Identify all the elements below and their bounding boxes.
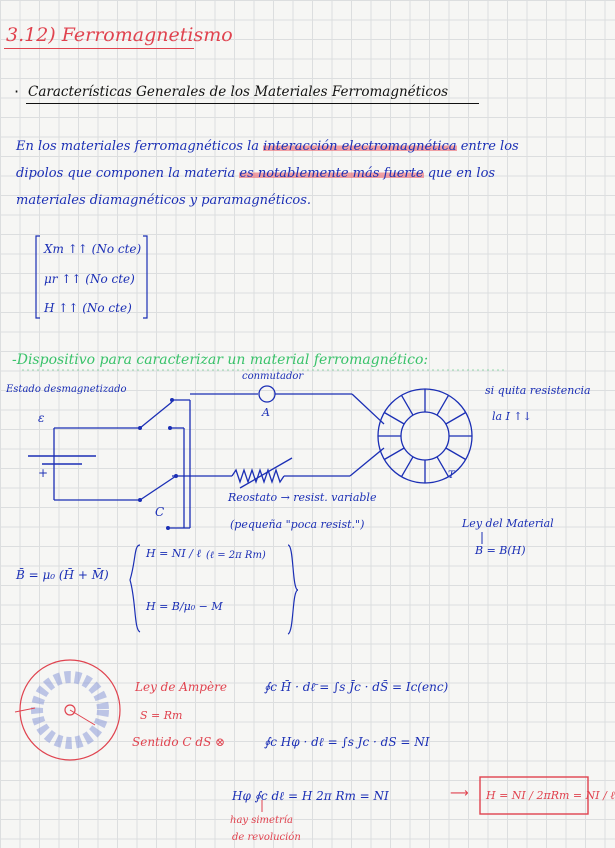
label-s-rm: S = Rm — [140, 709, 183, 722]
equation-brace-right — [288, 545, 298, 634]
label-reostato: Reostato → resist. variable — [228, 491, 377, 504]
label-ley-material: Ley del Material — [462, 517, 554, 530]
epsilon-label: ε — [38, 411, 45, 425]
rheostat-zigzag — [232, 470, 284, 482]
label-ampere: Ley de Ampère — [135, 680, 227, 694]
toroid-inner — [401, 412, 449, 460]
ampere-eq-2: ∮c Hφ · dℓ = ∫s Jc · dS = NI — [264, 735, 430, 749]
switch-dot — [138, 426, 142, 430]
ammeter-circle — [259, 386, 275, 402]
intro-text: dipolos que componen la materia — [16, 166, 236, 181]
property-mur: μr ↑↑ (No cte) — [44, 272, 135, 286]
section-heading: Características Generales de los Materiales Ferromagnéticos — [28, 84, 449, 100]
label-quita: si quita resistencia — [485, 384, 591, 397]
toroid-t-label: T — [448, 470, 455, 481]
equation-l: (ℓ = 2π Rm) — [206, 550, 266, 561]
highlight-interaction: interacción electromagnética — [263, 139, 457, 154]
result-box — [480, 777, 588, 814]
label-symmetry-2: de revolución — [232, 832, 301, 843]
property-bracket-right — [143, 236, 147, 318]
rheostat-arrow — [240, 458, 292, 488]
ampere-eq-1: ∮c H̄ · dℓ̄ = ∫s J̄c · dS̄ = Ic(enc) — [264, 680, 449, 694]
ampere-figure — [15, 660, 120, 760]
property-h: H ↑↑ (No cte) — [44, 301, 132, 315]
switch-dot — [168, 426, 172, 430]
switch-dot — [174, 474, 178, 478]
result-arrow: ⟶ — [450, 786, 469, 801]
ampere-radius — [70, 710, 95, 725]
switch-dot — [138, 498, 142, 502]
property-bracket-left — [36, 236, 40, 318]
switch-dots — [138, 398, 178, 530]
equation-brace-left — [130, 545, 140, 632]
label-quita-2: la I ↑↓ — [492, 410, 532, 423]
switch-dot — [170, 398, 174, 402]
switch-dot — [166, 526, 170, 530]
equation-h2: H = B/μ₀ − M — [146, 600, 223, 613]
ampere-eq-3: Hφ ∮c dℓ = H 2π Rm = NI — [232, 789, 389, 803]
heading-bullet: · — [14, 82, 20, 101]
switch-arm-bottom — [140, 476, 176, 500]
ley-material-eq: B = B(H) — [475, 544, 526, 557]
circuit-diagram — [28, 386, 384, 528]
highlight-stronger: es notablemente más fuerte — [239, 166, 424, 181]
label-symmetry-1: hay simetría — [230, 815, 293, 826]
label-pequena: (pequeña "poca resist.") — [230, 518, 365, 531]
label-estado: Estado desmagnetizado — [6, 384, 127, 395]
device-heading: -Dispositivo para caracterizar un material ferromagnético: — [12, 352, 429, 368]
toroid — [378, 389, 472, 483]
intro-text: entre los — [460, 139, 519, 154]
top-wire-to-toroid — [352, 394, 384, 424]
label-sentido: Sentido C dS ⊗ — [132, 735, 226, 749]
bottom-wire-to-toroid — [350, 448, 384, 476]
intro-text: En los materiales ferromagnéticos la — [16, 139, 259, 154]
label-conmutador: conmutador — [242, 371, 304, 382]
switch-c-label: C — [155, 505, 165, 519]
intro-text: que en los — [427, 166, 496, 181]
switch-arm-top — [140, 402, 172, 428]
plus-label: + — [38, 466, 49, 480]
equation-h1: H = NI / ℓ — [146, 547, 202, 560]
result-equation: H = NI / 2πRm = NI / ℓ — [486, 789, 615, 802]
page-title: 3.12) Ferromagnetismo — [6, 24, 233, 46]
equation-b: B̄ = μ₀ (H̄ + M̄) — [16, 568, 109, 582]
ammeter-label: A — [262, 406, 270, 419]
property-xm: Xm ↑↑ (No cte) — [44, 242, 142, 256]
intro-line-3: materiales diamagnéticos y paramagnéticos. — [16, 193, 312, 208]
